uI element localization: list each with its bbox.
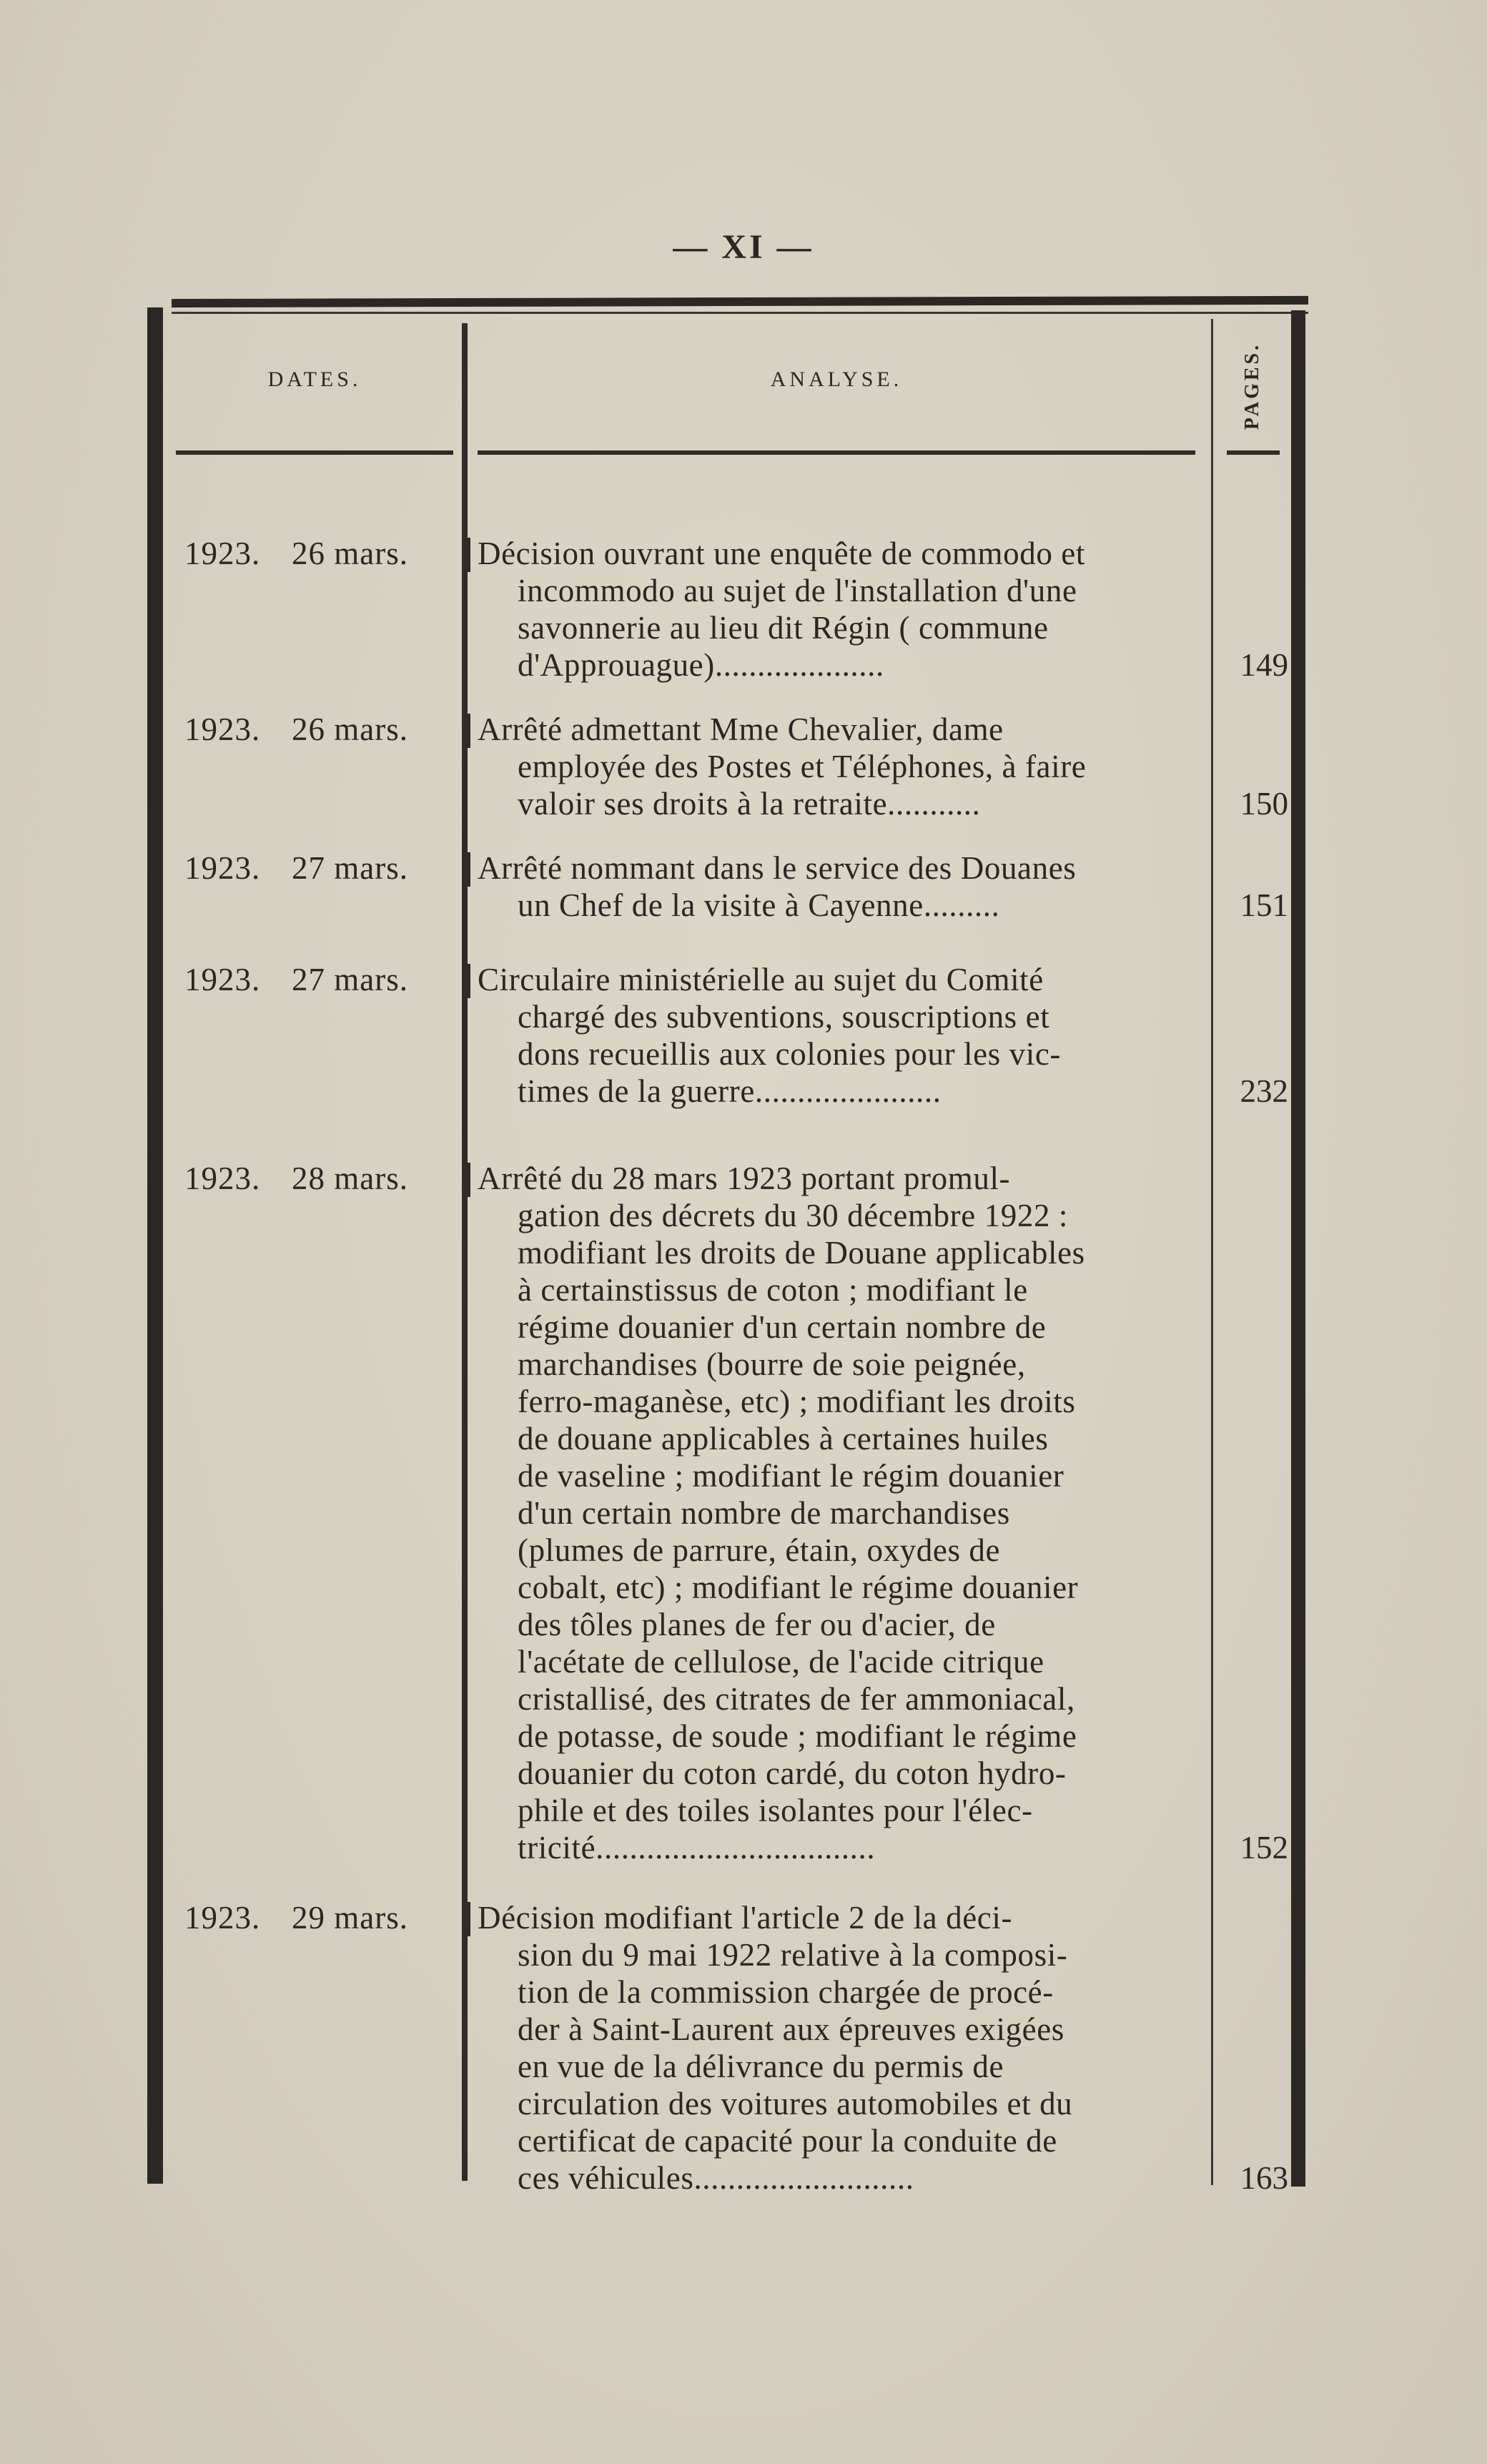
entry-line: Circulaire ministérielle au sujet du Comité — [478, 962, 1044, 997]
header-analyse: ANALYSE. — [770, 368, 903, 391]
header-rule-analyse — [478, 450, 1195, 455]
entry-line: tion de la commission chargée de procé- — [518, 1974, 1054, 2010]
entry-line: certificat de capacité pour la conduite de — [518, 2123, 1057, 2159]
entry-line: Décision modifiant l'article 2 de la déci- — [478, 1900, 1013, 1936]
entry-day-month: 26 mars. — [292, 711, 408, 747]
entry-analysis — [478, 711, 1207, 822]
entry-date — [184, 961, 460, 998]
entry-line: marchandises (bourre de soie peignée, — [518, 1346, 1026, 1382]
entry-line: douanier du coton cardé, du coton hydro- — [518, 1755, 1067, 1791]
entry-analysis — [478, 849, 1207, 924]
entry-line: d'Approuague).................... — [518, 647, 884, 683]
entry-analysis — [478, 1160, 1207, 1866]
entry-line: incommodo au sujet de l'installation d'une — [518, 573, 1077, 608]
entry-bracket — [466, 852, 470, 887]
entry-day-month: 27 mars. — [292, 850, 408, 886]
entry-bracket — [466, 714, 470, 748]
entry-page-number: 149 — [1240, 647, 1288, 683]
entry-line: times de la guerre...................... — [518, 1073, 942, 1109]
entry-line: cristallisé, des citrates de fer ammoniacal, — [518, 1681, 1075, 1717]
entry-line: l'acétate de cellulose, de l'acide citrique — [518, 1644, 1044, 1680]
entry-line: régime douanier d'un certain nombre de — [518, 1309, 1047, 1345]
entry-line: employée des Postes et Téléphones, à faire — [518, 749, 1087, 784]
entry-year: 1923. — [184, 850, 261, 886]
entry-day-month: 27 mars. — [292, 962, 408, 997]
table-top-border — [172, 296, 1308, 307]
entry-line: Décision ouvrant une enquête de commodo et — [478, 536, 1085, 571]
page-number: — XI — — [673, 228, 814, 266]
entry-line: der à Saint-Laurent aux épreuves exigées — [518, 2011, 1064, 2047]
entry-line: Arrêté admettant Mme Chevalier, dame — [478, 711, 1004, 747]
entry-page-number: 163 — [1240, 2160, 1288, 2196]
entry-line: de douane applicables à certaines huiles — [518, 1421, 1049, 1457]
table-top-border-thin — [172, 312, 1308, 314]
entry-year: 1923. — [184, 711, 261, 747]
entry-analysis — [478, 535, 1207, 684]
entry-line: Arrêté du 28 mars 1923 portant promul- — [478, 1160, 1011, 1196]
entry-date — [184, 711, 460, 748]
entry-line: gation des décrets du 30 décembre 1922 : — [518, 1198, 1069, 1233]
entry-line: à certainstissus de coton ; modifiant le — [518, 1272, 1028, 1308]
header-dates: DATES. — [267, 368, 362, 391]
entry-page-number: 232 — [1240, 1073, 1288, 1109]
entry-line: dons recueillis aux colonies pour les vic- — [518, 1036, 1062, 1072]
entry-day-month: 26 mars. — [292, 536, 408, 571]
header-rule-dates — [176, 450, 453, 455]
entry-analysis — [478, 1899, 1207, 2197]
entry-day-month: 29 mars. — [292, 1900, 408, 1936]
entry-page-number: 151 — [1240, 887, 1288, 923]
entry-line: ferro-maganèse, etc) ; modifiant les droits — [518, 1384, 1076, 1419]
table-right-border — [1291, 310, 1305, 2187]
table-left-border — [147, 307, 163, 2184]
entry-line: phile et des toiles isolantes pour l'élec- — [518, 1793, 1033, 1828]
entry-line: ces véhicules.......................... — [518, 2160, 914, 2196]
entry-line: un Chef de la visite à Cayenne......... — [518, 887, 1000, 923]
entry-year: 1923. — [184, 1160, 261, 1196]
entry-analysis — [478, 961, 1207, 1110]
entry-line: (plumes de parrure, étain, oxydes de — [518, 1532, 1001, 1568]
entry-line: chargé des subventions, souscriptions et — [518, 999, 1050, 1035]
entry-page-number: 150 — [1240, 786, 1288, 822]
entry-day-month: 28 mars. — [292, 1160, 408, 1196]
entry-line: en vue de la délivrance du permis de — [518, 2049, 1004, 2084]
entry-line: de vaseline ; modifiant le régim douanier — [518, 1458, 1064, 1494]
entry-line: de potasse, de soude ; modifiant le régime — [518, 1718, 1077, 1754]
entry-date — [184, 849, 460, 887]
entry-bracket — [466, 538, 470, 572]
entry-line: sion du 9 mai 1922 relative à la composi- — [518, 1937, 1068, 1973]
entry-year: 1923. — [184, 536, 261, 571]
column-divider-analyse — [1211, 319, 1213, 2185]
entry-line: cobalt, etc) ; modifiant le régime douanier — [518, 1569, 1079, 1605]
entry-date — [184, 535, 460, 572]
entry-line: circulation des voitures automobiles et du — [518, 2086, 1073, 2121]
entry-line: Arrêté nommant dans le service des Douanes — [478, 850, 1077, 886]
header-pages — [1214, 336, 1291, 436]
entry-line: savonnerie au lieu dit Régin ( commune — [518, 610, 1049, 646]
entry-date — [184, 1899, 460, 1936]
entry-line: des tôles planes de fer ou d'acier, de — [518, 1607, 996, 1642]
entry-line: d'un certain nombre de marchandises — [518, 1495, 1010, 1531]
entry-line: modifiant les droits de Douane applicables — [518, 1235, 1085, 1271]
entry-bracket — [466, 1163, 470, 1197]
entry-page-number: 152 — [1240, 1830, 1288, 1866]
entry-date — [184, 1160, 460, 1197]
header-rule-pages — [1227, 450, 1280, 455]
entry-line: valoir ses droits à la retraite........... — [518, 786, 981, 822]
header-pages-label: PAGES. — [1241, 342, 1263, 430]
entry-bracket — [466, 964, 470, 998]
entry-year: 1923. — [184, 962, 261, 997]
entry-year: 1923. — [184, 1900, 261, 1936]
entry-bracket — [466, 1902, 470, 1936]
entry-line: tricité................................. — [518, 1830, 876, 1866]
